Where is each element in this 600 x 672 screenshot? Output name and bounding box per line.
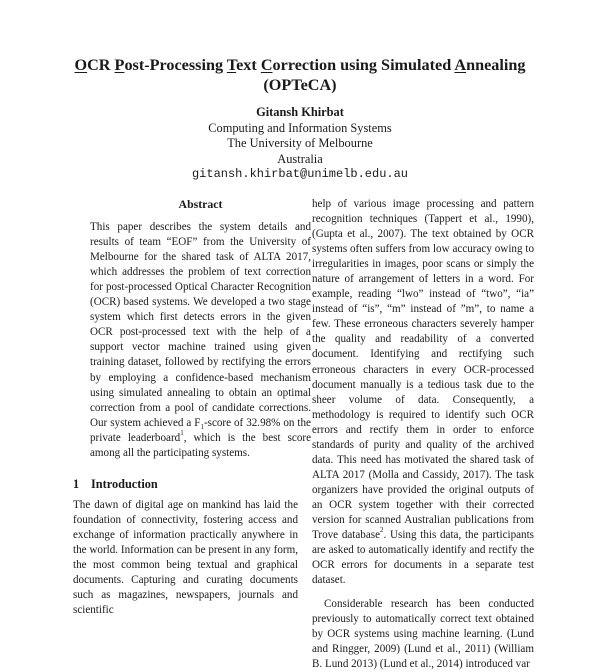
author-name: Gitansh Khirbat: [256, 105, 344, 119]
title-initial-t: T: [226, 56, 237, 74]
abstract-text-part: , which is the best score among all the participating systems.: [90, 431, 311, 459]
intro-paragraph-continued: [312, 197, 534, 588]
section-heading-introduction: [73, 477, 158, 492]
abstract-text-part: -score of 32.98% on the private leaderboard: [90, 416, 311, 444]
title-word: nnealing: [466, 56, 526, 74]
title-line-1: [60, 55, 540, 75]
title-line-2: (OPTeCA): [263, 76, 337, 94]
title-word: CR: [87, 56, 115, 74]
paper-title: [60, 55, 540, 95]
title-word: orrection using Simulated: [272, 56, 455, 74]
title-initial-o: O: [74, 56, 88, 74]
abstract-section: [90, 197, 311, 461]
author-country: Australia: [277, 151, 323, 166]
title-initial-p: P: [114, 56, 125, 74]
abstract-text: [90, 220, 311, 461]
paragraph-text-part: . Using this data, the participants are asked to automatically identify and rectify the OCR errors for documents in a separate test dataset.: [312, 529, 534, 587]
section-title: Introduction: [91, 477, 158, 491]
title-initial-c: C: [260, 56, 273, 74]
intro-paragraph: The dawn of digital age on mankind has laid the foundation of connectivity, fostering access and exchange of information practically anywhere in the world. Information can be present in any form, the most common being textual and graphical documents. Capturing and curating documents such as magazines, newspapers, journals and scientific: [73, 499, 298, 617]
right-column-text: [312, 197, 534, 672]
section-number: 1: [73, 477, 80, 491]
author-university: The University of Melbourne: [227, 136, 373, 151]
author-email: gitansh.khirbat@unimelb.edu.au: [191, 167, 409, 182]
author-dept: Computing and Information Systems: [208, 120, 392, 135]
introduction-text-left: [73, 498, 298, 618]
paragraph-text-part: help of various image processing and pattern recognition techniques (Tappert et al., 1990), (Gupta et al., 2007). The text obtained by OCR systems often suffers from low accuracy owing to irregularities in images, poor scans or simply the nature of arrangement of letters in a word. For example, reading “lwo” instead of “two”, “ia” instead of “is”, “m” instead of ”m”, to name a few. These erroneous characters severely hamper the quality and readability of a converted document. Identifying and rectifying such erroneous characters in every OCR-processed document manually is a tedious task due to the sheer volume of data. Consequently, a methodology is required to identify such OCR errors and rectify them in order to enforce standards of purity and quality of the archived data. This need has motivated the shared task of ALTA 2017 (Molla and Cassidy, 2017). The task organizers have provided the original outputs of an OCR system together with their corrected version for scanned Australian publications from Trove database: [312, 198, 534, 542]
author-block: [100, 105, 500, 183]
title-word: ext: [236, 56, 261, 74]
intro-paragraph-2: Considerable research has been conducted previously to automatically correct text obtained by OCR systems using machine learning. (Lund and Ringger, 2009) (Lund et al., 2011) (William B. Lund 2013) (Lund et al., 2014) introduced var: [312, 598, 534, 671]
abstract-text-part: This paper describes the system details and results of team “EOF” from the University of Melbourne for the shared task of ALTA 2017, which addresses the problem of text correction for post-processed Optical Character Recognition (OCR) based systems. We developed a two stage system which first detects errors in the given OCR post-processed text with the help of a support vector machine trained using given training dataset, followed by rectifying the errors by employing a confidence-based mechanism using simulated annealing to obtain an optimal correction from a pool of candidate corrections. Our system achieved a F: [90, 221, 311, 429]
footnote-marker: 1: [180, 428, 184, 437]
abstract-heading: Abstract: [178, 197, 223, 211]
title-word: ost-Processing: [124, 56, 227, 74]
footnote-marker: 2: [380, 526, 384, 535]
f1-subscript: 1: [200, 422, 204, 431]
title-initial-a: A: [454, 56, 467, 74]
